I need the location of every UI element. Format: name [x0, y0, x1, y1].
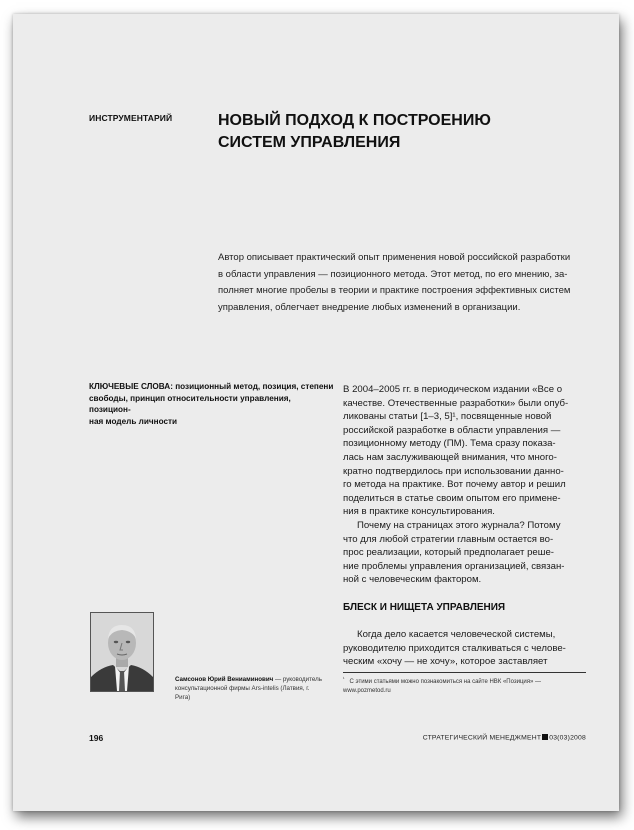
rubric-label: ИНСТРУМЕНТАРИЙ: [89, 113, 173, 123]
text-line: ной с человеческим фактором.: [343, 574, 482, 586]
text-line: Когда дело касается человеческой системы,: [357, 629, 556, 640]
paragraph-1: [343, 383, 579, 519]
text-line: ческим «хочу — не хочу», которое заставляет: [343, 656, 548, 668]
abstract: [218, 250, 586, 316]
author-role: — руководитель: [273, 676, 322, 683]
text-line: В 2004–2005 гг. в периодическом издании «Все о: [343, 384, 563, 395]
text-line: го метода на практике. Вот почему автор и решил: [343, 479, 566, 491]
text-line: качестве. Отечественные разработки» были опуб-: [343, 397, 569, 409]
keywords-line: свободы, принцип относительности управления, позицион-: [89, 393, 291, 414]
caption-line: консультационной фирмы Ars-intelis (Латвия, г. Рига): [175, 685, 310, 701]
title-line: СИСТЕМ УПРАВЛЕНИЯ: [218, 134, 401, 151]
footnote-line: [343, 675, 583, 687]
page-number: 196: [89, 733, 104, 743]
text-line: прос реализации, который предполагает реше-: [343, 547, 554, 559]
author-photo: [90, 612, 154, 692]
footnote-divider: [343, 672, 586, 673]
text-line: ликованы статьи [1–3, 5]¹, посвященные новой: [343, 411, 552, 423]
body-text-section: [343, 628, 583, 669]
body-text: [343, 383, 579, 587]
text-line: ние проблемы управления организацией, связан-: [343, 560, 565, 572]
text-line: лась нам заслуживающей внимания, что много-: [343, 451, 557, 463]
text-line: поделиться в статье своим опытом его примене-: [343, 492, 561, 504]
abstract-line: в области управления — позиционного метода. Этот метод, по его мнению, за-: [218, 268, 568, 280]
square-bullet-icon: [542, 734, 548, 740]
text-line: позиционному методу (ПМ). Тема сразу показа-: [343, 438, 556, 450]
text-line: руководителю приходится сталкиваться с челове-: [343, 642, 566, 654]
text-line: ния в практике консультирования.: [343, 506, 495, 518]
keywords-line: ная модель личности: [89, 416, 178, 426]
footnote-text: С этими статьями можно познакомиться на сайте НВК «Позиция» —: [349, 679, 542, 685]
title-line: НОВЫЙ ПОДХОД К ПОСТРОЕНИЮ: [218, 112, 491, 129]
abstract-line: полняет многие пробелы в теории и практике построения эффективных систем: [218, 285, 571, 297]
journal-page: [13, 14, 619, 811]
paragraph-2: [343, 519, 579, 587]
author-portrait-image: [91, 613, 153, 691]
caption-line: [175, 675, 325, 684]
text-line: что для любой стратегии главным остается во-: [343, 533, 554, 545]
keywords-block: [89, 381, 334, 427]
abstract-line: управления, облегчает внедрение любых изменений в организации.: [218, 301, 521, 313]
section-heading: БЛЕСК И НИЩЕТА УПРАВЛЕНИЯ: [343, 602, 506, 613]
author-caption: [175, 675, 325, 702]
author-name: Самсонов Юрий Вениаминович: [175, 676, 274, 683]
footnote: [343, 675, 583, 695]
text-line: российской разработке в области управления —: [343, 424, 561, 436]
journal-issue: 03(03)2008: [549, 734, 586, 742]
footnote-url: www.pozmetod.ru: [343, 687, 391, 694]
journal-footer: [423, 734, 586, 742]
footnote-marker: ¹: [343, 676, 345, 681]
text-line: Почему на страницах этого журнала? Потому: [357, 519, 561, 531]
journal-name: СТРАТЕГИЧЕСКИЙ МЕНЕДЖМЕНТ: [422, 734, 542, 742]
keywords-line: КЛЮЧЕВЫЕ СЛОВА: позиционный метод, позиция, степени: [89, 382, 334, 391]
abstract-line: Автор описывает практический опыт применения новой российской разработки: [218, 252, 571, 263]
article-title: [218, 110, 598, 154]
text-line: кратно подтвердилось при использовании данно-: [343, 465, 564, 477]
